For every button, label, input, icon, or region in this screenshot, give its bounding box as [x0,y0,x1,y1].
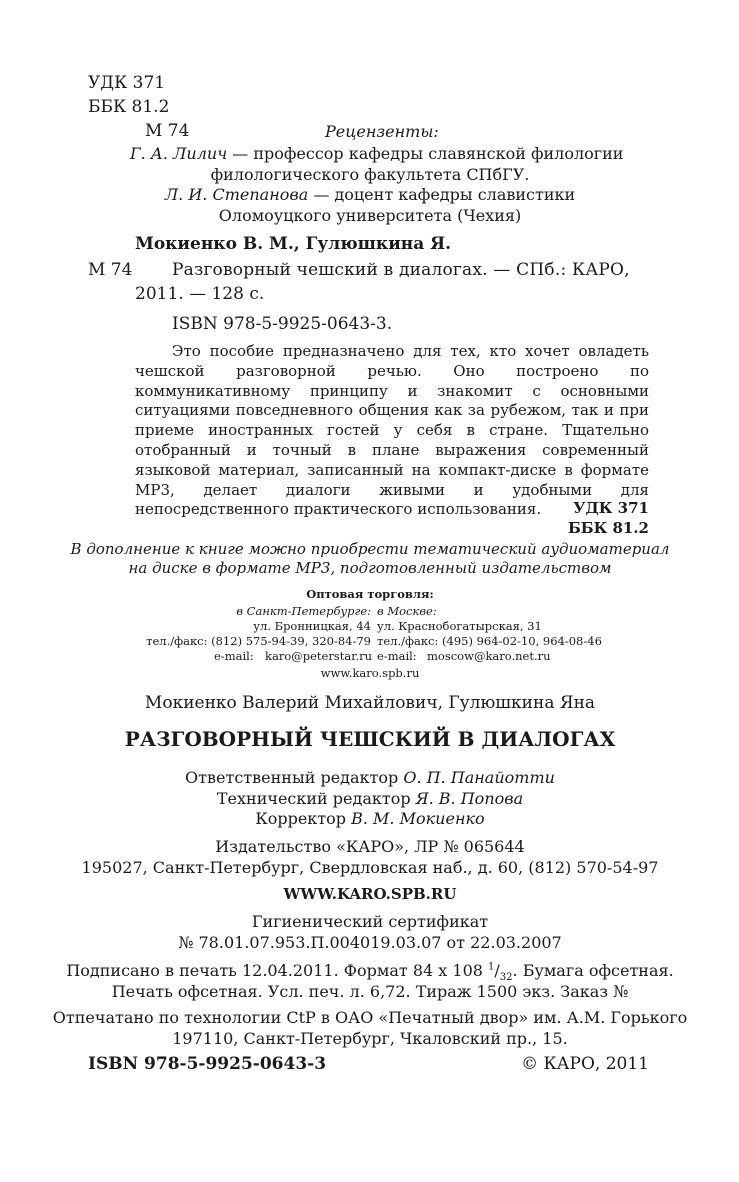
reviewer-2-desc-2: Оломоуцкого университета (Чехия) [218,206,522,225]
bib-isbn: ISBN 978-5-9925-0643-3. [172,314,393,334]
spb-city: в Санкт-Петербурге: [236,604,371,618]
corrector-name: В. М. Мокиенко [351,809,485,828]
author-mark: М 74 [145,121,190,141]
reviewer-1-desc-2: филологического факультета СПбГУ. [210,165,530,184]
book-title: РАЗГОВОРНЫЙ ЧЕШСКИЙ В ДИАЛОГАХ [124,727,616,751]
publisher-website: WWW.KARO.SPB.RU [283,885,457,903]
reviewer-1 [130,143,624,165]
tech-editor-name: Я. В. Попова [415,789,524,808]
spb-phone: тел./факс: (812) 575-94-39, 320-84-79 [146,634,371,648]
spb-email-label: e-mail: [214,649,254,663]
wholesale-site: www.karo.spb.ru [320,666,420,680]
corrector-label: Корректор [255,809,352,828]
reviewers-title: Рецензенты: [325,122,439,141]
publisher: Издательство «КАРО», ЛР № 065644 [215,837,525,856]
reviewer-1-name: Г. А. Лилич [130,144,228,163]
spb-address: ул. Бронницкая, 44 [253,619,371,633]
reviewer-1-desc: — профессор кафедры славянской филологии [227,144,624,163]
signed-pre: Подписано в печать 12.04.2011. Формат 84 x 108 [66,961,489,980]
udk-code: УДК 371 [88,73,166,93]
moscow-email: moscow@karo.net.ru [427,649,551,663]
moscow-address: ул. Краснобогатырская, 31 [377,619,542,633]
signed-line [40,960,700,982]
audio-note-1: В дополнение к книге можно приобрести тематический аудиоматериал [70,540,670,558]
audio-note-2: на диске в формате MP3, подготовленный издательством [128,559,612,577]
format-fraction-sep: / [494,961,500,980]
wholesale-title: Оптовая торговля: [306,587,434,601]
bbk-code: ББК 81.2 [88,97,170,117]
reviewer-2-desc: — доцент кафедры славистики [308,185,576,204]
cert-number: № 78.01.07.953.П.004019.03.07 от 22.03.2007 [178,933,562,952]
reviewer-2 [130,184,610,206]
publisher-address: 195027, Санкт-Петербург, Свердловская наб., д. 60, (812) 570-54-97 [81,858,659,877]
bib-year: 2011. — 128 с. [135,284,265,304]
moscow-email-label: e-mail: [377,649,417,663]
signed-post: . Бумага офсетная. [512,961,674,980]
spb-email: karo@peterstar.ru [265,649,373,663]
print-line: Печать офсетная. Усл. печ. л. 6,72. Тираж 1500 экз. Заказ № [111,982,629,1001]
tech-editor-line [60,788,680,810]
moscow-phone: тел./факс: (495) 964-02-10, 964-08-46 [377,634,602,648]
right-bbk: ББК 81.2 [567,519,649,537]
reviewer-2-name: Л. И. Степанова [164,185,309,204]
annotation: Это пособие предназначено для тех, кто хочет овладеть чешской разговорной речью. Оно построено по коммуникативному принципу и знакомит с основными ситуациями повседневного общения как за рубежом, так и при приеме иностранных гостей у себя в стране. Тщательно отобранный и точный в плане выражения современный языковой материал, записанный на компакт-диске в формате MP3, делает диалоги живыми и удобными для непосредственного практического использования. [135,342,649,519]
cert-title: Гигиенический сертификат [251,912,489,931]
right-udk: УДК 371 [573,499,649,517]
bib-authors: Мокиенко В. М., Гулюшкина Я. [135,234,452,254]
format-fraction-den: 32 [499,972,513,984]
authors-full: Мокиенко Валерий Михайлович, Гулюшкина Яна [144,693,596,713]
printer-address: 197110, Санкт-Петербург, Чкаловский пр., 15. [172,1029,568,1048]
bib-mark: М 74 [88,260,133,280]
bib-title: Разговорный чешский в диалогах. — СПб.: КАРО, [172,260,630,280]
editor-label: Ответственный редактор [185,768,404,787]
copyright: © КАРО, 2011 [521,1054,649,1074]
tech-editor-label: Технический редактор [216,789,416,808]
editor-line [60,767,680,789]
corrector-line [60,808,680,830]
printed-by: Отпечатано по технологии CtP в ОАО «Печатный двор» им. А.М. Горького [52,1008,688,1027]
format-fraction-num: 1 [488,961,495,973]
isbn-footer: ISBN 978-5-9925-0643-3 [88,1054,327,1074]
editor-name: О. П. Панайотти [403,768,555,787]
moscow-city: в Москве: [377,604,437,618]
